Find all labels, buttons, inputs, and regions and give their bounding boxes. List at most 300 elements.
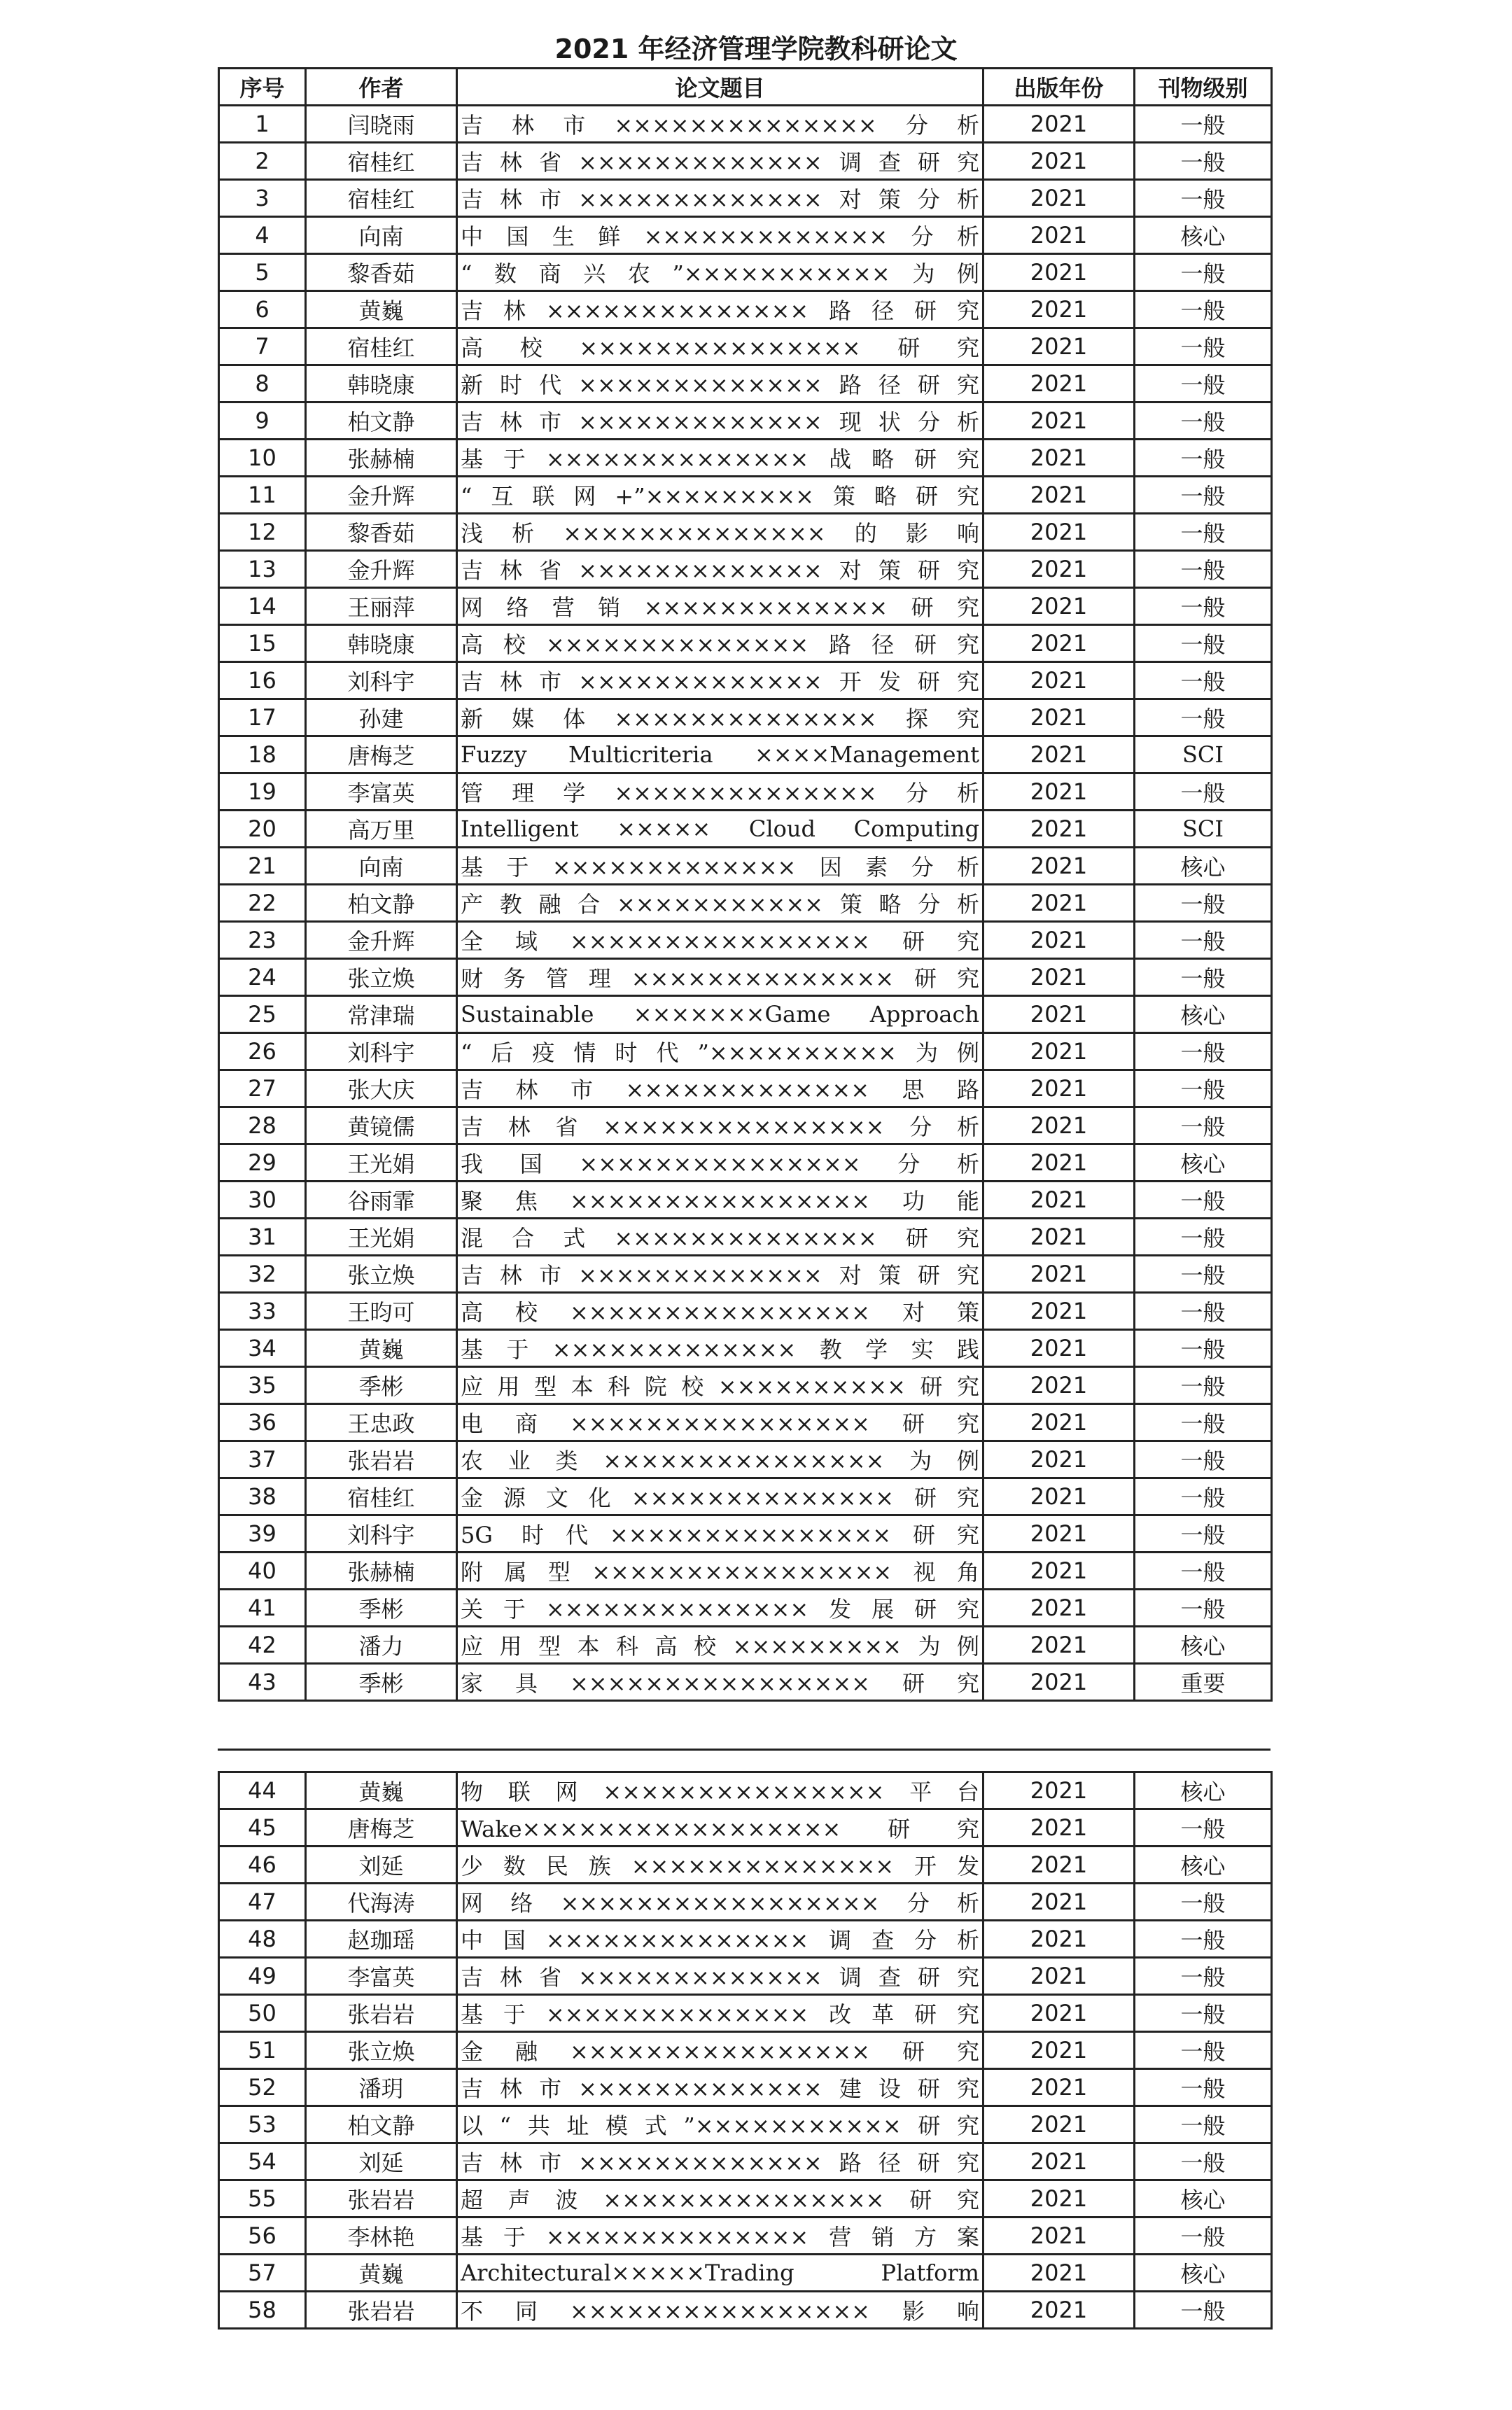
cell-author: 唐梅芝 bbox=[306, 1809, 457, 1847]
cell-title: “数商兴农”×××××××××××为例 bbox=[457, 254, 983, 291]
cell-author: 柏文静 bbox=[306, 2106, 457, 2143]
table-row bbox=[219, 1330, 1272, 1367]
table-row bbox=[219, 106, 1272, 143]
table-row bbox=[219, 1590, 1272, 1627]
cell-author: 王光娟 bbox=[306, 1144, 457, 1182]
cell-title: Sustainable ×××××××Game Approach bbox=[457, 996, 983, 1033]
cell-author: 王光娟 bbox=[306, 1219, 457, 1256]
cell-no: 57 bbox=[219, 2255, 306, 2292]
cell-title: 关于××××××××××××××发展研究 bbox=[457, 1590, 983, 1627]
cell-level: 一般 bbox=[1135, 885, 1272, 922]
cell-author: 谷雨霏 bbox=[306, 1182, 457, 1219]
table-row bbox=[219, 1847, 1272, 1884]
cell-title: 产教融合×××××××××××策略分析 bbox=[457, 885, 983, 922]
cell-title: 物联网×××××××××××××××平台 bbox=[457, 1772, 983, 1809]
cell-author: 黎香茹 bbox=[306, 254, 457, 291]
cell-author: 金升辉 bbox=[306, 922, 457, 959]
cell-level: 一般 bbox=[1135, 477, 1272, 514]
cell-no: 58 bbox=[219, 2292, 306, 2329]
cell-author: 韩晓康 bbox=[306, 365, 457, 402]
cell-title: 浅析××××××××××××××的影响 bbox=[457, 514, 983, 551]
cell-level: 一般 bbox=[1135, 328, 1272, 365]
cell-author: 张岩岩 bbox=[306, 2292, 457, 2329]
table-row bbox=[219, 254, 1272, 291]
table-row bbox=[219, 848, 1272, 885]
cell-level: 一般 bbox=[1135, 2069, 1272, 2106]
table-row bbox=[219, 1958, 1272, 1995]
cell-title: 以“共址模式”×××××××××××研究 bbox=[457, 2106, 983, 2143]
cell-level: 一般 bbox=[1135, 1367, 1272, 1404]
cell-no: 6 bbox=[219, 291, 306, 328]
header-level: 刊物级别 bbox=[1135, 69, 1272, 106]
table-row bbox=[219, 514, 1272, 551]
table-row bbox=[219, 1256, 1272, 1293]
cell-year: 2021 bbox=[983, 848, 1135, 885]
cell-level: 一般 bbox=[1135, 2032, 1272, 2069]
cell-title: “互联网+”×××××××××策略研究 bbox=[457, 477, 983, 514]
cell-no: 56 bbox=[219, 2218, 306, 2255]
table-row bbox=[219, 1478, 1272, 1515]
cell-author: 张大庆 bbox=[306, 1070, 457, 1107]
cell-author: 潘玥 bbox=[306, 2069, 457, 2106]
table-row bbox=[219, 477, 1272, 514]
cell-year: 2021 bbox=[983, 811, 1135, 848]
cell-no: 55 bbox=[219, 2180, 306, 2218]
cell-no: 26 bbox=[219, 1033, 306, 1070]
cell-level: 一般 bbox=[1135, 1256, 1272, 1293]
cell-year: 2021 bbox=[983, 2180, 1135, 2218]
cell-year: 2021 bbox=[983, 662, 1135, 699]
cell-title: 吉林省×××××××××××××调查研究 bbox=[457, 143, 983, 180]
table-row bbox=[219, 1553, 1272, 1590]
cell-title: 吉林市×××××××××××××路径研究 bbox=[457, 2143, 983, 2180]
cell-author: 向南 bbox=[306, 848, 457, 885]
table-row bbox=[219, 773, 1272, 811]
table-row bbox=[219, 2106, 1272, 2143]
table-row bbox=[219, 1033, 1272, 1070]
cell-title: 吉林市×××××××××××××建设研究 bbox=[457, 2069, 983, 2106]
cell-level: 一般 bbox=[1135, 1219, 1272, 1256]
cell-author: 代海涛 bbox=[306, 1884, 457, 1921]
cell-title: 吉林××××××××××××××路径研究 bbox=[457, 291, 983, 328]
cell-title: 5G 时代×××××××××××××××研究 bbox=[457, 1515, 983, 1553]
table-row bbox=[219, 328, 1272, 365]
cell-level: 一般 bbox=[1135, 291, 1272, 328]
cell-level: 一般 bbox=[1135, 1441, 1272, 1478]
cell-author: 张赫楠 bbox=[306, 440, 457, 477]
cell-no: 37 bbox=[219, 1441, 306, 1478]
cell-level: 一般 bbox=[1135, 625, 1272, 662]
cell-title: 基于××××××××××××××改革研究 bbox=[457, 1995, 983, 2032]
cell-year: 2021 bbox=[983, 365, 1135, 402]
cell-title: 基于×××××××××××××教学实践 bbox=[457, 1330, 983, 1367]
cell-level: 一般 bbox=[1135, 1033, 1272, 1070]
cell-author: 常津瑞 bbox=[306, 996, 457, 1033]
table-row bbox=[219, 180, 1272, 217]
cell-level: 一般 bbox=[1135, 1070, 1272, 1107]
cell-no: 9 bbox=[219, 402, 306, 440]
cell-level: 核心 bbox=[1135, 1772, 1272, 1809]
cell-no: 42 bbox=[219, 1627, 306, 1664]
cell-year: 2021 bbox=[983, 1809, 1135, 1847]
cell-year: 2021 bbox=[983, 1921, 1135, 1958]
cell-title: 吉林市×××××××××××××对策分析 bbox=[457, 180, 983, 217]
cell-author: 韩晓康 bbox=[306, 625, 457, 662]
cell-year: 2021 bbox=[983, 1182, 1135, 1219]
cell-title: 附属型××××××××××××××××视角 bbox=[457, 1553, 983, 1590]
cell-title: 新时代×××××××××××××路径研究 bbox=[457, 365, 983, 402]
table-row bbox=[219, 588, 1272, 625]
table-row bbox=[219, 291, 1272, 328]
cell-year: 2021 bbox=[983, 996, 1135, 1033]
table-row bbox=[219, 1921, 1272, 1958]
cell-level: 一般 bbox=[1135, 440, 1272, 477]
table-row bbox=[219, 1404, 1272, 1441]
cell-no: 38 bbox=[219, 1478, 306, 1515]
cell-level: 核心 bbox=[1135, 848, 1272, 885]
cell-no: 24 bbox=[219, 959, 306, 996]
table-row bbox=[219, 1995, 1272, 2032]
cell-title: 吉林市×××××××××××××开发研究 bbox=[457, 662, 983, 699]
header-title: 论文题目 bbox=[457, 69, 983, 106]
cell-level: 一般 bbox=[1135, 1478, 1272, 1515]
cell-year: 2021 bbox=[983, 106, 1135, 143]
cell-year: 2021 bbox=[983, 1330, 1135, 1367]
cell-no: 44 bbox=[219, 1772, 306, 1809]
cell-no: 39 bbox=[219, 1515, 306, 1553]
cell-author: 黄巍 bbox=[306, 2255, 457, 2292]
table-header-row bbox=[219, 69, 1272, 106]
cell-year: 2021 bbox=[983, 217, 1135, 254]
cell-year: 2021 bbox=[983, 1995, 1135, 2032]
cell-year: 2021 bbox=[983, 2255, 1135, 2292]
table-row bbox=[219, 1884, 1272, 1921]
cell-level: 核心 bbox=[1135, 1847, 1272, 1884]
cell-no: 52 bbox=[219, 2069, 306, 2106]
table-row bbox=[219, 2069, 1272, 2106]
header-no: 序号 bbox=[219, 69, 306, 106]
cell-author: 高万里 bbox=[306, 811, 457, 848]
cell-level: 一般 bbox=[1135, 180, 1272, 217]
cell-year: 2021 bbox=[983, 1553, 1135, 1590]
cell-no: 2 bbox=[219, 143, 306, 180]
cell-title: 家具××××××××××××××××研究 bbox=[457, 1664, 983, 1701]
cell-level: 一般 bbox=[1135, 773, 1272, 811]
cell-title: 高校××××××××××××××××对策 bbox=[457, 1293, 983, 1330]
table-row bbox=[219, 2255, 1272, 2292]
cell-year: 2021 bbox=[983, 254, 1135, 291]
cell-author: 刘科宇 bbox=[306, 1033, 457, 1070]
table-row bbox=[219, 1293, 1272, 1330]
table-row bbox=[219, 2032, 1272, 2069]
table-row bbox=[219, 1182, 1272, 1219]
cell-title: Wake×××××××××××××××××研究 bbox=[457, 1809, 983, 1847]
cell-no: 36 bbox=[219, 1404, 306, 1441]
cell-author: 柏文静 bbox=[306, 402, 457, 440]
cell-year: 2021 bbox=[983, 773, 1135, 811]
cell-level: 一般 bbox=[1135, 365, 1272, 402]
cell-year: 2021 bbox=[983, 143, 1135, 180]
cell-level: 一般 bbox=[1135, 1107, 1272, 1144]
cell-level: 一般 bbox=[1135, 959, 1272, 996]
cell-author: 张岩岩 bbox=[306, 2180, 457, 2218]
cell-year: 2021 bbox=[983, 2218, 1135, 2255]
cell-title: 管理学××××××××××××××分析 bbox=[457, 773, 983, 811]
cell-year: 2021 bbox=[983, 1367, 1135, 1404]
cell-no: 48 bbox=[219, 1921, 306, 1958]
cell-no: 8 bbox=[219, 365, 306, 402]
cell-year: 2021 bbox=[983, 588, 1135, 625]
cell-author: 宿桂红 bbox=[306, 328, 457, 365]
cell-no: 10 bbox=[219, 440, 306, 477]
cell-level: 一般 bbox=[1135, 1590, 1272, 1627]
table-row bbox=[219, 1367, 1272, 1404]
table-row bbox=[219, 1219, 1272, 1256]
cell-title: 金融××××××××××××××××研究 bbox=[457, 2032, 983, 2069]
cell-year: 2021 bbox=[983, 1441, 1135, 1478]
table-row bbox=[219, 551, 1272, 588]
cell-year: 2021 bbox=[983, 2106, 1135, 2143]
cell-level: 一般 bbox=[1135, 1809, 1272, 1847]
cell-no: 15 bbox=[219, 625, 306, 662]
cell-author: 闫晓雨 bbox=[306, 106, 457, 143]
cell-title: 金源文化××××××××××××××研究 bbox=[457, 1478, 983, 1515]
table-body-part-1 bbox=[219, 106, 1272, 1701]
cell-year: 2021 bbox=[983, 2143, 1135, 2180]
cell-year: 2021 bbox=[983, 1033, 1135, 1070]
cell-author: 刘延 bbox=[306, 2143, 457, 2180]
cell-title: “后疫情时代”××××××××××为例 bbox=[457, 1033, 983, 1070]
cell-level: SCI bbox=[1135, 736, 1272, 773]
cell-no: 1 bbox=[219, 106, 306, 143]
cell-year: 2021 bbox=[983, 328, 1135, 365]
cell-year: 2021 bbox=[983, 514, 1135, 551]
cell-no: 45 bbox=[219, 1809, 306, 1847]
cell-title: 不同××××××××××××××××影响 bbox=[457, 2292, 983, 2329]
cell-author: 潘力 bbox=[306, 1627, 457, 1664]
cell-no: 13 bbox=[219, 551, 306, 588]
table-row bbox=[219, 2143, 1272, 2180]
cell-title: 应用型本科院校××××××××××研究 bbox=[457, 1367, 983, 1404]
cell-author: 季彬 bbox=[306, 1367, 457, 1404]
cell-title: 中国生鲜×××××××××××××分析 bbox=[457, 217, 983, 254]
table-row bbox=[219, 440, 1272, 477]
cell-level: 一般 bbox=[1135, 514, 1272, 551]
cell-level: 核心 bbox=[1135, 1627, 1272, 1664]
cell-title: 聚焦××××××××××××××××功能 bbox=[457, 1182, 983, 1219]
cell-level: 核心 bbox=[1135, 2255, 1272, 2292]
cell-level: 一般 bbox=[1135, 699, 1272, 736]
cell-no: 31 bbox=[219, 1219, 306, 1256]
table-row bbox=[219, 959, 1272, 996]
cell-author: 黄巍 bbox=[306, 291, 457, 328]
cell-title: 吉林省×××××××××××××××分析 bbox=[457, 1107, 983, 1144]
cell-title: 吉林市××××××××××××××分析 bbox=[457, 106, 983, 143]
cell-no: 49 bbox=[219, 1958, 306, 1995]
table-row bbox=[219, 1809, 1272, 1847]
cell-no: 32 bbox=[219, 1256, 306, 1293]
table-row bbox=[219, 2218, 1272, 2255]
cell-year: 2021 bbox=[983, 1219, 1135, 1256]
table-row bbox=[219, 1664, 1272, 1701]
cell-no: 18 bbox=[219, 736, 306, 773]
cell-no: 11 bbox=[219, 477, 306, 514]
cell-no: 25 bbox=[219, 996, 306, 1033]
table-row bbox=[219, 1107, 1272, 1144]
cell-author: 王忠政 bbox=[306, 1404, 457, 1441]
table-row bbox=[219, 1772, 1272, 1809]
cell-title: 网络×××××××××××××××××分析 bbox=[457, 1884, 983, 1921]
cell-author: 金升辉 bbox=[306, 477, 457, 514]
cell-author: 宿桂红 bbox=[306, 143, 457, 180]
cell-year: 2021 bbox=[983, 2292, 1135, 2329]
cell-author: 黄镜儒 bbox=[306, 1107, 457, 1144]
cell-author: 季彬 bbox=[306, 1590, 457, 1627]
table-row bbox=[219, 625, 1272, 662]
cell-title: 混合式××××××××××××××研究 bbox=[457, 1219, 983, 1256]
cell-author: 张岩岩 bbox=[306, 1441, 457, 1478]
cell-year: 2021 bbox=[983, 440, 1135, 477]
cell-level: 一般 bbox=[1135, 1884, 1272, 1921]
cell-no: 14 bbox=[219, 588, 306, 625]
cell-title: 中国××××××××××××××调查分析 bbox=[457, 1921, 983, 1958]
table-row bbox=[219, 1070, 1272, 1107]
table-row bbox=[219, 1441, 1272, 1478]
cell-year: 2021 bbox=[983, 1144, 1135, 1182]
cell-year: 2021 bbox=[983, 885, 1135, 922]
cell-title: 应用型本科高校×××××××××为例 bbox=[457, 1627, 983, 1664]
cell-year: 2021 bbox=[983, 1958, 1135, 1995]
cell-year: 2021 bbox=[983, 551, 1135, 588]
cell-author: 刘科宇 bbox=[306, 1515, 457, 1553]
table-row bbox=[219, 217, 1272, 254]
cell-year: 2021 bbox=[983, 1627, 1135, 1664]
cell-no: 29 bbox=[219, 1144, 306, 1182]
cell-no: 23 bbox=[219, 922, 306, 959]
cell-author: 张赫楠 bbox=[306, 1553, 457, 1590]
cell-title: 高校××××××××××××××路径研究 bbox=[457, 625, 983, 662]
table-row bbox=[219, 996, 1272, 1033]
cell-level: SCI bbox=[1135, 811, 1272, 848]
cell-title: 吉林市×××××××××××××现状分析 bbox=[457, 402, 983, 440]
cell-level: 一般 bbox=[1135, 1293, 1272, 1330]
table-row bbox=[219, 736, 1272, 773]
cell-year: 2021 bbox=[983, 180, 1135, 217]
cell-year: 2021 bbox=[983, 1884, 1135, 1921]
cell-level: 一般 bbox=[1135, 143, 1272, 180]
cell-author: 孙建 bbox=[306, 699, 457, 736]
cell-level: 一般 bbox=[1135, 1515, 1272, 1553]
cell-author: 李富英 bbox=[306, 1958, 457, 1995]
cell-level: 核心 bbox=[1135, 2180, 1272, 2218]
cell-author: 柏文静 bbox=[306, 885, 457, 922]
cell-author: 赵珈瑶 bbox=[306, 1921, 457, 1958]
cell-title: 基于×××××××××××××因素分析 bbox=[457, 848, 983, 885]
cell-author: 王昀可 bbox=[306, 1293, 457, 1330]
cell-author: 张岩岩 bbox=[306, 1995, 457, 2032]
cell-year: 2021 bbox=[983, 1772, 1135, 1809]
papers-table-part-1 bbox=[218, 67, 1273, 1702]
cell-level: 一般 bbox=[1135, 2218, 1272, 2255]
cell-author: 宿桂红 bbox=[306, 1478, 457, 1515]
cell-level: 核心 bbox=[1135, 1144, 1272, 1182]
cell-title: 超声波×××××××××××××××研究 bbox=[457, 2180, 983, 2218]
cell-level: 一般 bbox=[1135, 922, 1272, 959]
cell-title: Fuzzy Multicriteria ××××Management bbox=[457, 736, 983, 773]
cell-author: 王丽萍 bbox=[306, 588, 457, 625]
cell-level: 一般 bbox=[1135, 2106, 1272, 2143]
cell-author: 刘科宇 bbox=[306, 662, 457, 699]
cell-title: 高校×××××××××××××××研究 bbox=[457, 328, 983, 365]
cell-level: 一般 bbox=[1135, 254, 1272, 291]
cell-no: 17 bbox=[219, 699, 306, 736]
table-row bbox=[219, 1515, 1272, 1553]
cell-title: 吉林省×××××××××××××对策研究 bbox=[457, 551, 983, 588]
cell-author: 唐梅芝 bbox=[306, 736, 457, 773]
cell-title: Intelligent ××××× Cloud Computing bbox=[457, 811, 983, 848]
cell-author: 黄巍 bbox=[306, 1330, 457, 1367]
cell-no: 28 bbox=[219, 1107, 306, 1144]
cell-title: 少数民族××××××××××××××开发 bbox=[457, 1847, 983, 1884]
cell-year: 2021 bbox=[983, 625, 1135, 662]
cell-level: 一般 bbox=[1135, 551, 1272, 588]
cell-no: 51 bbox=[219, 2032, 306, 2069]
cell-title: 电商××××××××××××××××研究 bbox=[457, 1404, 983, 1441]
cell-author: 向南 bbox=[306, 217, 457, 254]
cell-level: 核心 bbox=[1135, 217, 1272, 254]
cell-author: 刘延 bbox=[306, 1847, 457, 1884]
cell-no: 34 bbox=[219, 1330, 306, 1367]
table-row bbox=[219, 699, 1272, 736]
cell-title: 农业类×××××××××××××××为例 bbox=[457, 1441, 983, 1478]
cell-no: 53 bbox=[219, 2106, 306, 2143]
cell-no: 16 bbox=[219, 662, 306, 699]
cell-level: 一般 bbox=[1135, 1404, 1272, 1441]
cell-no: 46 bbox=[219, 1847, 306, 1884]
cell-level: 一般 bbox=[1135, 1330, 1272, 1367]
cell-year: 2021 bbox=[983, 1256, 1135, 1293]
cell-year: 2021 bbox=[983, 1293, 1135, 1330]
cell-year: 2021 bbox=[983, 699, 1135, 736]
cell-title: 我国×××××××××××××××分析 bbox=[457, 1144, 983, 1182]
cell-no: 35 bbox=[219, 1367, 306, 1404]
cell-level: 一般 bbox=[1135, 106, 1272, 143]
table-row bbox=[219, 662, 1272, 699]
table-row bbox=[219, 365, 1272, 402]
cell-year: 2021 bbox=[983, 1590, 1135, 1627]
cell-level: 一般 bbox=[1135, 2292, 1272, 2329]
cell-no: 19 bbox=[219, 773, 306, 811]
cell-title: 吉林市×××××××××××××思路 bbox=[457, 1070, 983, 1107]
cell-title: 吉林市×××××××××××××对策研究 bbox=[457, 1256, 983, 1293]
cell-level: 一般 bbox=[1135, 1958, 1272, 1995]
papers-table-part-2 bbox=[218, 1771, 1273, 2330]
cell-level: 一般 bbox=[1135, 1995, 1272, 2032]
table-row bbox=[219, 143, 1272, 180]
cell-no: 3 bbox=[219, 180, 306, 217]
cell-year: 2021 bbox=[983, 291, 1135, 328]
cell-title: 基于××××××××××××××战略研究 bbox=[457, 440, 983, 477]
cell-author: 李林艳 bbox=[306, 2218, 457, 2255]
cell-level: 一般 bbox=[1135, 402, 1272, 440]
cell-author: 黎香茹 bbox=[306, 514, 457, 551]
cell-title: 全域××××××××××××××××研究 bbox=[457, 922, 983, 959]
table-row bbox=[219, 1627, 1272, 1664]
cell-no: 43 bbox=[219, 1664, 306, 1701]
cell-level: 一般 bbox=[1135, 2143, 1272, 2180]
cell-year: 2021 bbox=[983, 1478, 1135, 1515]
cell-no: 41 bbox=[219, 1590, 306, 1627]
